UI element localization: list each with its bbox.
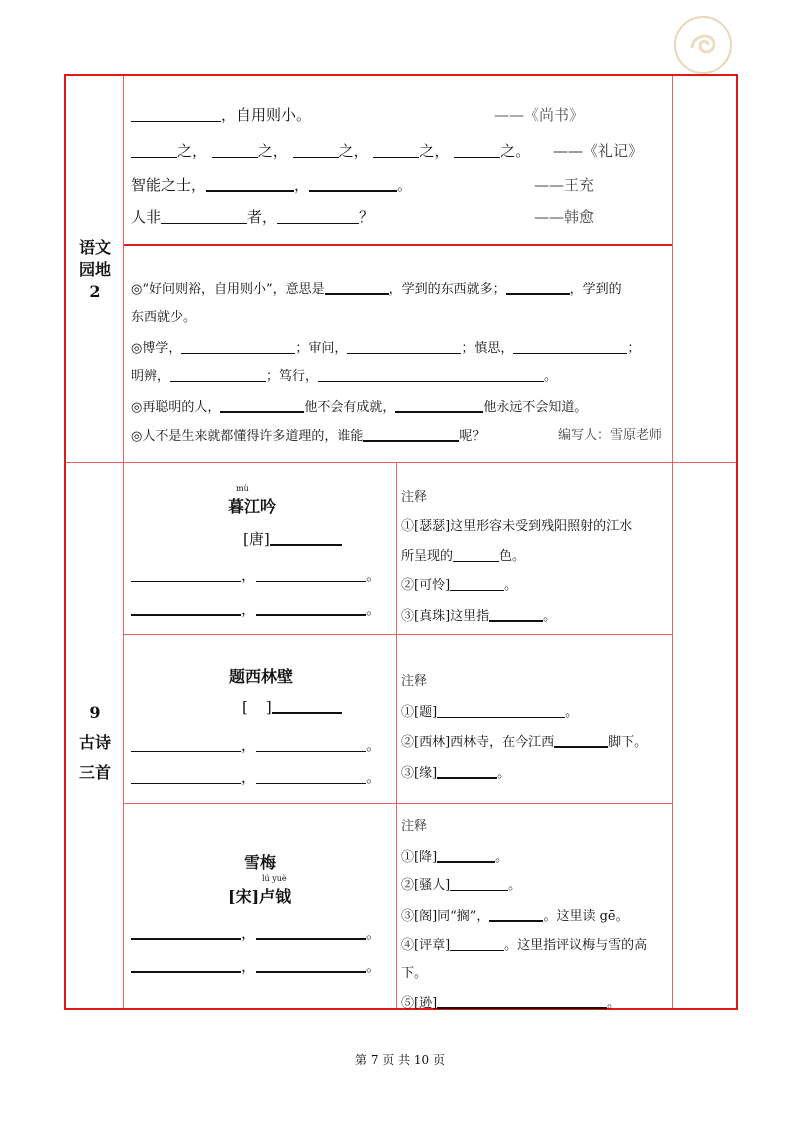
poem-title: 题西林壁 xyxy=(229,667,294,686)
note: ③[缘] 。 xyxy=(401,761,510,781)
blank[interactable] xyxy=(450,574,504,591)
blank[interactable] xyxy=(309,174,397,192)
poem-line: ， 。 xyxy=(131,598,381,619)
section-label-gushi: 9 古诗 三首 xyxy=(78,703,111,782)
blank[interactable] xyxy=(272,696,342,714)
notes-header: 注释 xyxy=(401,674,428,689)
blank[interactable] xyxy=(256,565,366,582)
poem-line: ， 。 xyxy=(131,955,381,976)
blank[interactable] xyxy=(212,141,258,158)
quote-source: ——王充 xyxy=(534,176,595,194)
blank[interactable] xyxy=(437,761,497,779)
blank[interactable] xyxy=(363,424,459,442)
poem-title: 暮江吟 xyxy=(228,497,277,516)
note: ④[评章] 。这里指评议梅与雪的高 xyxy=(401,934,647,953)
quote-liji: 之， 之， 之， 之， 之。 xyxy=(131,140,530,161)
question-3: 明辨， ；笃行， 。 xyxy=(131,365,557,384)
author-note: 编写人：雪原老师 xyxy=(558,428,663,443)
blank[interactable] xyxy=(489,904,543,922)
blank[interactable] xyxy=(256,922,366,940)
note: 所呈现的 色。 xyxy=(401,545,525,564)
blank[interactable] xyxy=(554,730,608,748)
poem-author-line: [宋]卢钺 xyxy=(228,887,292,906)
blank[interactable] xyxy=(450,934,504,951)
note: ①[题] 。 xyxy=(401,701,578,720)
note: ③[真珠]这里指 。 xyxy=(401,604,556,624)
blank[interactable] xyxy=(256,767,366,784)
quote-hanyu: 人非 者， ？ xyxy=(131,208,375,226)
poem-line: ， 。 xyxy=(131,564,381,585)
quote-shangshu: ，自用则小。 xyxy=(131,104,311,125)
notes-header: 注释 xyxy=(401,490,428,505)
blank[interactable] xyxy=(437,845,495,863)
blank[interactable] xyxy=(454,141,500,158)
blank[interactable] xyxy=(277,207,359,224)
blank[interactable] xyxy=(347,337,461,354)
notes-header: 注释 xyxy=(401,819,428,834)
blank[interactable] xyxy=(131,735,241,752)
blank[interactable] xyxy=(270,528,342,546)
question-1: ◎“好问则裕，自用则小”，意思是 ，学到的东西就多； ，学到的 xyxy=(131,277,622,297)
blank[interactable] xyxy=(256,598,366,616)
blank[interactable] xyxy=(450,874,508,891)
question-4: ◎再聪明的人， 他不会有成就， 他永远不会知道。 xyxy=(131,395,587,415)
poem-line: ， 。 xyxy=(131,734,381,755)
blank[interactable] xyxy=(161,207,247,224)
poem-title: 雪梅 xyxy=(244,853,277,872)
logo-seal xyxy=(672,14,734,76)
note: ③[阁]同“搁”， 。这里读 gē。 xyxy=(401,904,629,924)
blank[interactable] xyxy=(256,955,366,973)
blank[interactable] xyxy=(325,277,389,295)
blank[interactable] xyxy=(256,735,366,752)
blank[interactable] xyxy=(206,174,294,192)
note: ②[西林]西林寺，在今江西 脚下。 xyxy=(401,730,647,750)
blank[interactable] xyxy=(131,767,241,784)
blank[interactable] xyxy=(395,395,483,413)
blank[interactable] xyxy=(506,277,570,295)
note: ②[可怜] 。 xyxy=(401,574,517,593)
section-label-yuwen: 语文 园地 2 xyxy=(78,238,111,301)
quote-source: ——《尚书》 xyxy=(494,106,585,124)
page-number: 第 7 页 共 10 页 xyxy=(355,1053,445,1067)
note: ①[瑟瑟]这里形容未受到残阳照射的江水 xyxy=(401,519,633,534)
blank[interactable] xyxy=(453,545,499,562)
poem-author-line: [唐] xyxy=(243,528,342,549)
blank[interactable] xyxy=(293,141,339,158)
note: ⑤[逊] 。 xyxy=(401,991,620,1011)
quote-source: ——韩愈 xyxy=(534,208,595,226)
question-2: ◎博学， ；审问， ；慎思， ； xyxy=(131,337,640,356)
blank[interactable] xyxy=(318,365,544,382)
blank[interactable] xyxy=(131,105,221,122)
blank[interactable] xyxy=(181,337,295,354)
blank[interactable] xyxy=(437,991,607,1009)
poem-line: ， 。 xyxy=(131,766,381,787)
blank[interactable] xyxy=(220,395,304,413)
blank[interactable] xyxy=(131,141,177,158)
blank[interactable] xyxy=(131,565,241,582)
note: ①[降] 。 xyxy=(401,845,508,865)
question-1-cont: 东西就少。 xyxy=(131,310,197,325)
question-5: ◎人不是生来就都懂得许多道理的，谁能 呢？ xyxy=(131,424,485,444)
blank[interactable] xyxy=(437,701,565,718)
blank[interactable] xyxy=(373,141,419,158)
blank[interactable] xyxy=(489,604,543,622)
note: 下。 xyxy=(401,966,428,981)
pinyin-ruby: lú yuè xyxy=(262,874,287,883)
blank[interactable] xyxy=(131,922,241,940)
poem-line: ， 。 xyxy=(131,922,381,943)
blank[interactable] xyxy=(131,955,241,973)
quote-source: ——《礼记》 xyxy=(553,142,644,160)
quote-wangchong: 智能之士， ， 。 xyxy=(131,176,413,194)
blank[interactable] xyxy=(170,365,266,382)
poem-author-line: [ ] xyxy=(242,696,342,716)
note: ②[骚人] 。 xyxy=(401,874,521,893)
blank[interactable] xyxy=(513,337,627,354)
blank[interactable] xyxy=(131,598,241,616)
pinyin-ruby: mù xyxy=(236,484,249,493)
